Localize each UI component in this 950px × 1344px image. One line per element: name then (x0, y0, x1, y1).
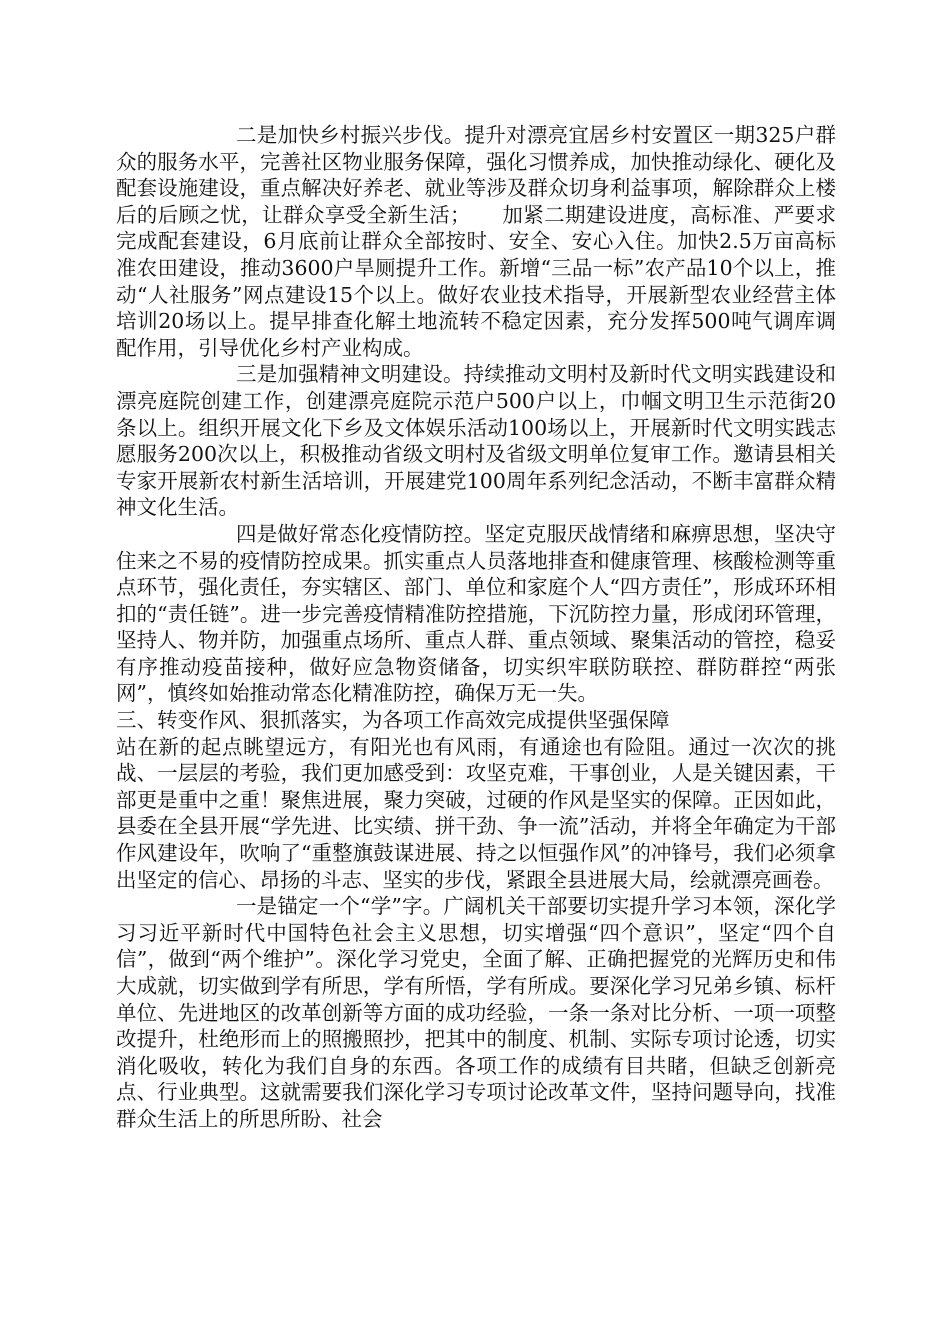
paragraph-learning: 一是锚定一个“学”字。广阔机关干部要切实提升学习本领，深化学习习近平新时代中国特色社会主义思想，切实增强“四个意识”，坚定“四个自信”，做到“两个维护”。深化学习党史，全面了解、正确把握党的光辉历史和伟大成就，切实做到学有所思，学有所悟，学有所成。要深化学习兄弟乡镇、标杆单位、先进地区的改革创新等方面的成功经验，一条一条对比分析、一项一项整改提升，杜绝形而上的照搬照抄，把其中的制度、机制、实际专项讨论透，切实消化吸收，转化为我们自身的东西。各项工作的成绩有目共睹，但缺乏创新亮点、行业典型。这就需要我们深化学习专项讨论改革文件，坚持问题导向，找准群众生活上的所思所盼、社会 (116, 894, 836, 1131)
section-heading-work-style: 三、转变作风、狠抓落实，为各项工作高效完成提供坚强保障 (116, 708, 670, 733)
paragraph-spiritual-civilization: 三是加强精神文明建设。持续推动文明村及新时代文明实践建设和漂亮庭院创建工作，创建漂亮庭院示范户500户以上，巾帼文明卫生示范街20条以上。组织开展文化下乡及文体娱乐活动100场以上，开展新时代文明实践志愿服务200次以上，积极推动省级文明村及省级文明单位复审工作。邀请县相关专家开展新农村新生活培训，开展建党100周年系列纪念活动，不断丰富群众精神文化生活。 (116, 362, 836, 520)
paragraph-epidemic-prevention: 四是做好常态化疫情防控。坚定克服厌战情绪和麻痹思想，坚决守住来之不易的疫情防控成果。抓实重点人员落地排查和健康管理、核酸检测等重点环节，强化责任，夯实辖区、部门、单位和家庭个人“四方责任”，形成环环相扣的“责任链”。进一步完善疫情精准防控措施，下沉防控力量，形成闭环管理，坚持人、物并防，加强重点场所、重点人群、重点领域、聚集活动的管控，稳妥有序推动疫苗接种，做好应急物资储备，切实织牢联防联控、群防群控“两张网”，慎终如始推动常态化精准防控，确保万无一失。 (116, 521, 836, 706)
paragraph-new-starting-point: 站在新的起点眺望远方，有阳光也有风雨，有通途也有险阻。通过一次次的挑战、一层层的考验，我们更加感受到：攻坚克难，干事创业，人是关键因素，干部更是重中之重！聚焦进展，聚力突破，过硬的作风是坚实的保障。正因如此，县委在全县开展“学先进、比实绩、拼干劲、争一流”活动，并将全年确定为干部作风建设年，吹响了“重整旗鼓谋进展、持之以恒强作风”的冲锋号，我们必须拿出坚定的信心、昂扬的斗志、坚实的步伐，紧跟全县进展大局，绘就漂亮画卷。 (116, 734, 836, 892)
paragraph-rural-revitalization: 二是加快乡村振兴步伐。提升对漂亮宜居乡村安置区一期325户群众的服务水平，完善社区物业服务保障，强化习惯养成，加快推动绿化、硬化及配套设施建设，重点解决好养老、就业等涉及群众切身利益事项，解除群众上楼后的后顾之忧，让群众享受全新生活； 加紧二期建设进度，高标准、严要求完成配套建设，6月底前让群众全部按时、安全、安心入住。加快2.5万亩高标准农田建设，推动3600户旱厕提升工作。新增“三品一标”农产品10个以上，推动“人社服务”网点建设15个以上。做好农业技术指导，开展新型农业经营主体培训20场以上。提早排查化解土地流转不稳定因素，充分发挥500吨气调库调配作用，引导优化乡村产业构成。 (116, 123, 836, 360)
document-page (116, 122, 836, 1133)
